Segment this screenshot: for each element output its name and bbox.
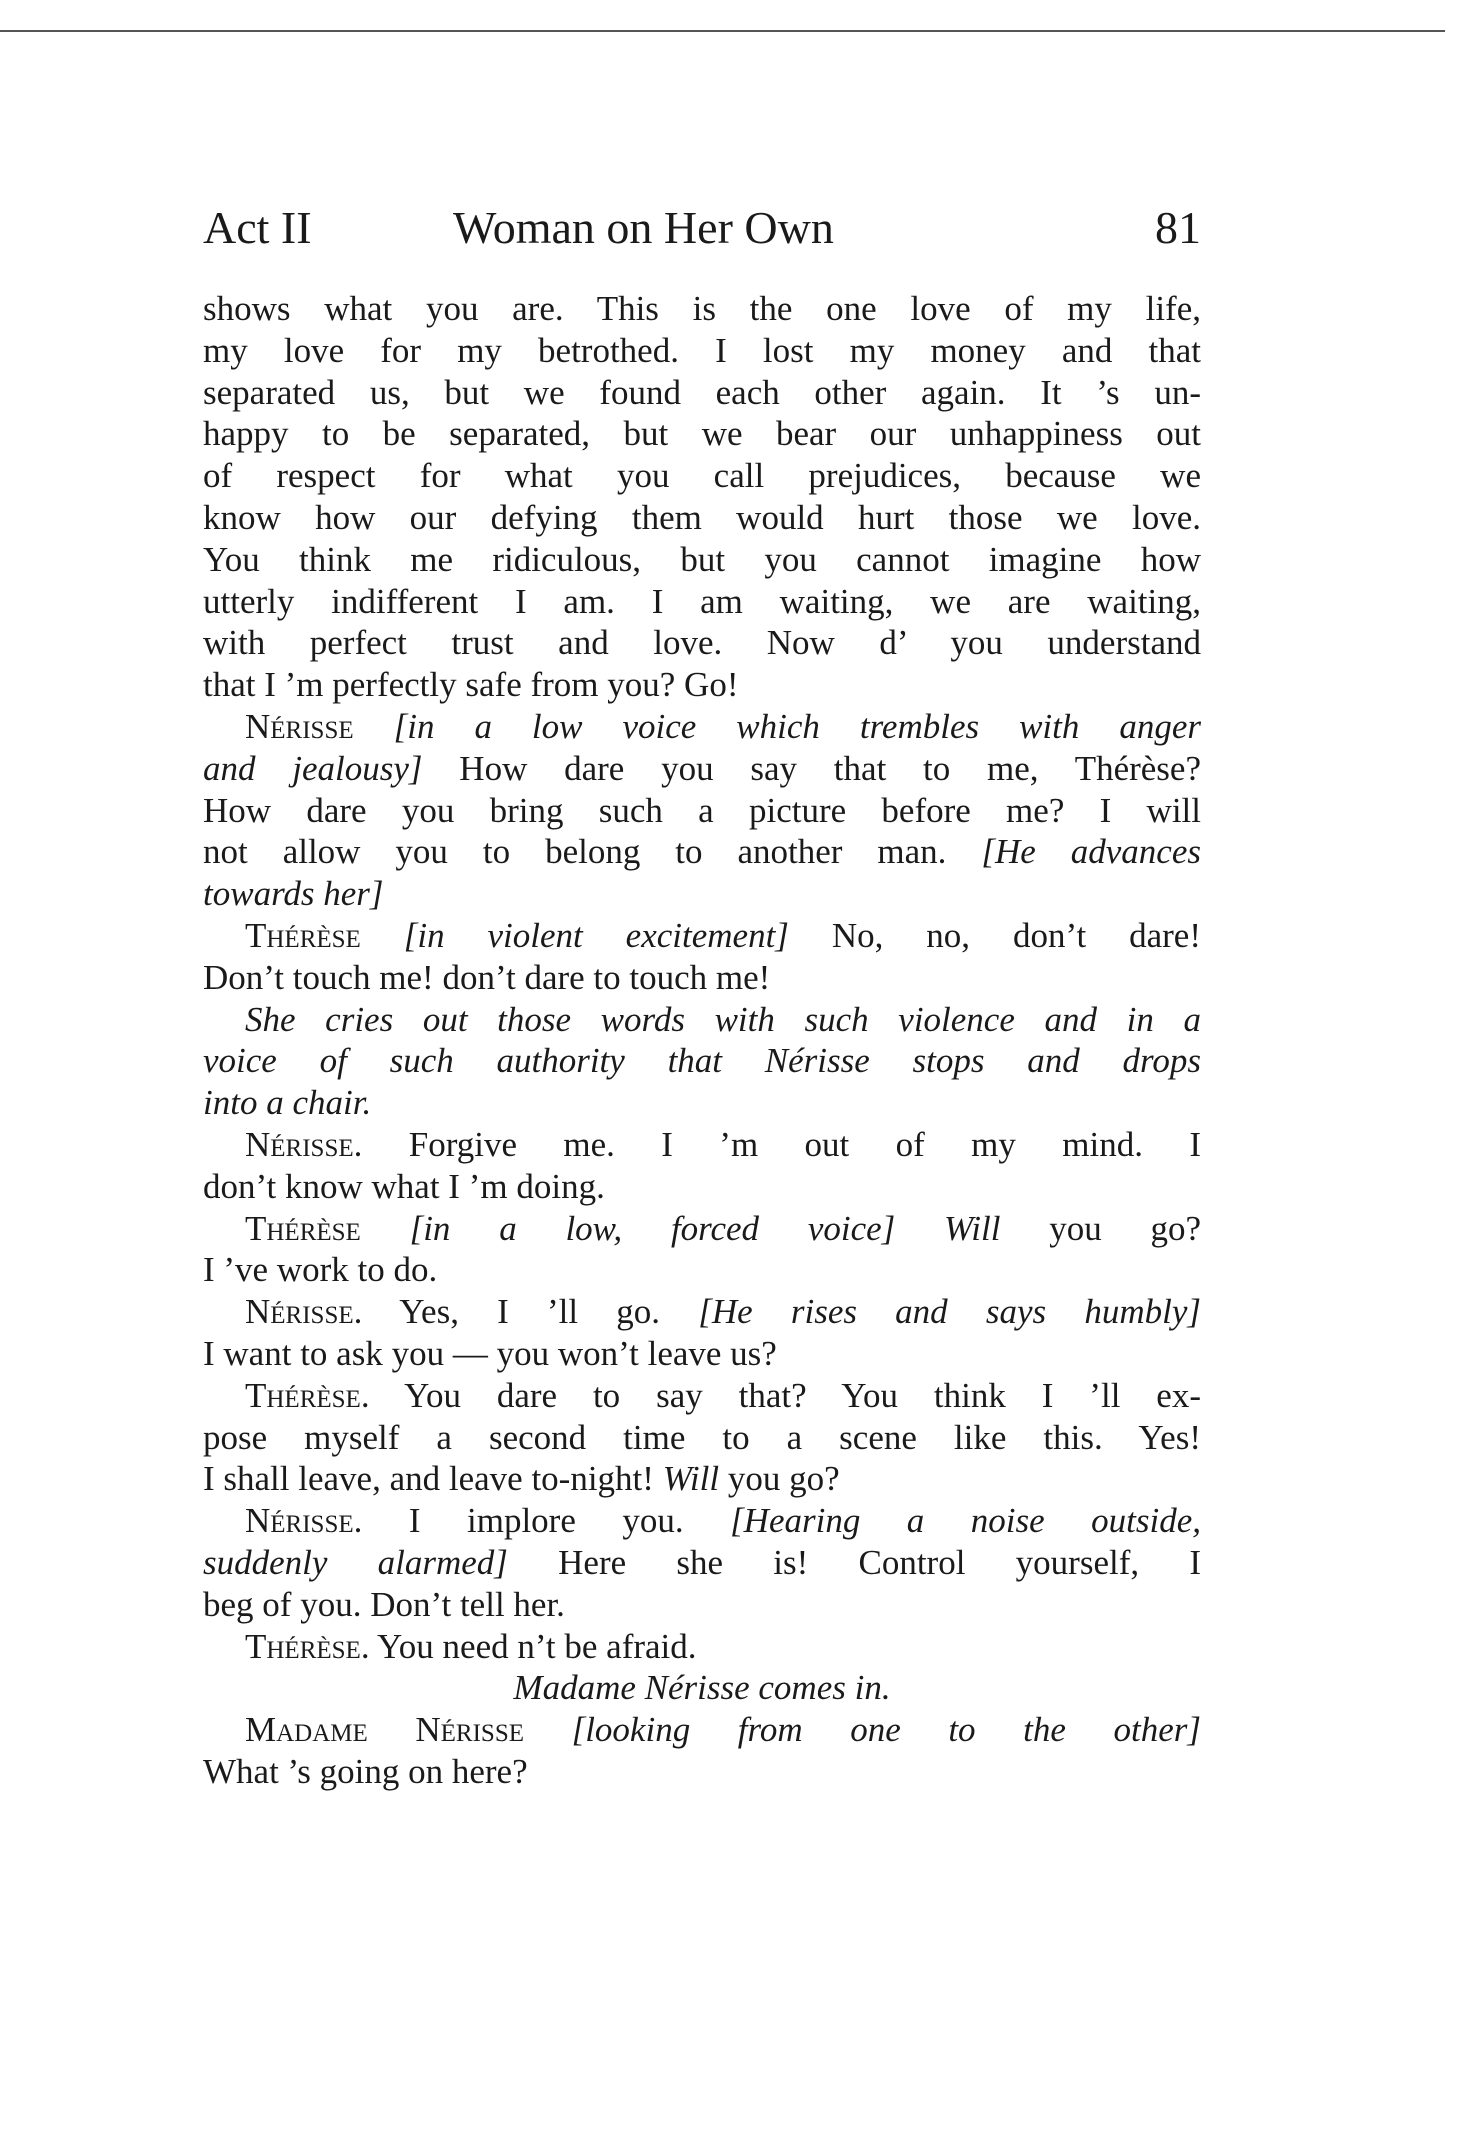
stage-direction: Will [662, 1459, 720, 1499]
page-body [203, 288, 1201, 1793]
dialogue-text: No, no, don’t dare! [788, 915, 1201, 955]
text-line [203, 497, 1201, 539]
speaker-name: Thérèse [245, 915, 361, 955]
dialogue-text: Don’t touch me! don’t dare to touch me! [203, 957, 771, 997]
dialogue-text: I want to ask you — you won’t leave us? [203, 1333, 777, 1373]
text-line [203, 288, 1201, 330]
stage-direction: voice of such authority that Nérisse stops and drops [203, 1041, 1201, 1081]
text-line [203, 1333, 1201, 1375]
speaker-name: Madame Nérisse [245, 1710, 524, 1750]
speaker-name: Nérisse [245, 706, 354, 746]
dialogue-text: shows what you are. This is the one love of my life, [203, 289, 1201, 328]
dialogue-text: Yes, I ’ll go. [362, 1292, 699, 1332]
stage-direction: [He rises and says humbly] [698, 1292, 1202, 1332]
book-title: Woman on Her Own [453, 202, 834, 253]
text-line [203, 1124, 1201, 1166]
text-line [203, 999, 1201, 1041]
text-line [203, 1291, 1201, 1333]
dialogue-text: beg of you. Don’t tell her. [203, 1584, 565, 1624]
running-head [203, 198, 1201, 258]
dialogue-text: know how our defying them would hurt those we love. [203, 497, 1201, 537]
dialogue-text: that I ’m perfectly safe from you? Go! [203, 665, 739, 705]
text-line [203, 1751, 1201, 1793]
dialogue-text: of respect for what you call prejudices, because we [203, 456, 1201, 496]
dialogue-text: I implore you. [362, 1501, 731, 1541]
stage-direction: [in a low, forced voice] Will [360, 1208, 1001, 1248]
text-line [203, 330, 1201, 372]
speaker-name: Thérèse [245, 1208, 361, 1248]
text-line [203, 1417, 1201, 1459]
dialogue-text: you go? [1000, 1208, 1201, 1248]
dialogue-text: with perfect trust and love. Now d’ you understand [203, 623, 1201, 663]
text-line [203, 915, 1201, 957]
dialogue-text: I shall leave, and leave to-night! [203, 1459, 663, 1499]
text-line [203, 581, 1201, 623]
text-line [203, 790, 1201, 832]
speaker-name: Thérèse. [245, 1626, 370, 1666]
text-line [203, 1458, 1201, 1500]
text-line [203, 1584, 1201, 1626]
text-line [203, 873, 1201, 915]
stage-direction: [He advances [981, 832, 1201, 872]
stage-direction: suddenly alarmed] [203, 1542, 508, 1582]
act-label: Act II [203, 202, 312, 253]
speaker-name: Nérisse. [245, 1292, 363, 1332]
dialogue-text: How dare you say that to me, Thérèse? [422, 748, 1201, 788]
text-line [203, 622, 1201, 664]
text-line [203, 1626, 1201, 1668]
dialogue-text: my love for my betrothed. I lost my money and that [203, 330, 1201, 370]
text-line [203, 1542, 1201, 1584]
text-line [203, 748, 1201, 790]
stage-direction: [looking from one to the other] [524, 1710, 1201, 1750]
text-line [203, 1709, 1201, 1751]
text-line [203, 455, 1201, 497]
dialogue-text: You need n’t be afraid. [369, 1626, 697, 1666]
dialogue-text: Forgive me. I ’m out of my mind. I [362, 1124, 1201, 1164]
stage-direction: Madame Nérisse comes in. [513, 1668, 891, 1708]
dialogue-text: not allow you to belong to another man. [203, 832, 982, 872]
dialogue-text: I ’ve work to do. [203, 1250, 438, 1290]
page-number: 81 [1155, 202, 1201, 253]
stage-direction: and jealousy] [203, 748, 423, 788]
text-line [203, 1500, 1201, 1542]
text-line [203, 539, 1201, 581]
dialogue-text: You think me ridiculous, but you cannot imagine how [203, 539, 1201, 579]
dialogue-text: What ’s going on here? [203, 1751, 528, 1791]
dialogue-text: utterly indifferent I am. I am waiting, we are waiting, [203, 581, 1201, 621]
text-line [203, 706, 1201, 748]
text-line [203, 1040, 1201, 1082]
text-line [203, 413, 1201, 455]
top-rule [0, 30, 1445, 32]
dialogue-text: Here she is! Control yourself, I [507, 1542, 1201, 1582]
speaker-name: Nérisse. [245, 1501, 363, 1541]
dialogue-text: pose myself a second time to a scene like this. Yes! [203, 1417, 1201, 1457]
text-line [203, 372, 1201, 414]
text-line [203, 831, 1201, 873]
dialogue-text: You dare to say that? You think I ’ll ex- [369, 1375, 1201, 1415]
dialogue-text: How dare you bring such a picture before me? I will [203, 790, 1201, 830]
dialogue-text: separated us, but we found each other again. It ’s un- [203, 372, 1201, 412]
dialogue-text: happy to be separated, but we bear our unhappiness out [203, 414, 1201, 454]
text-line [203, 1166, 1201, 1208]
text-line [203, 1208, 1201, 1250]
text-line [203, 1375, 1201, 1417]
stage-direction: She cries out those words with such violence and in a [245, 999, 1201, 1039]
text-line [203, 1249, 1201, 1291]
stage-direction: [in violent excitement] [360, 915, 789, 955]
text-line [203, 1082, 1201, 1124]
dialogue-text: don’t know what I ’m doing. [203, 1166, 605, 1206]
dialogue-text: you go? [719, 1459, 840, 1499]
text-line [203, 957, 1201, 999]
stage-direction: towards her] [203, 874, 384, 914]
speaker-name: Nérisse. [245, 1124, 363, 1164]
text-line [203, 664, 1201, 706]
stage-direction: [Hearing a noise outside, [730, 1501, 1201, 1541]
stage-direction: into a chair. [203, 1083, 372, 1123]
stage-direction: [in a low voice which trembles with anger [353, 706, 1201, 746]
text-line [203, 1667, 1201, 1709]
speaker-name: Thérèse. [245, 1375, 370, 1415]
